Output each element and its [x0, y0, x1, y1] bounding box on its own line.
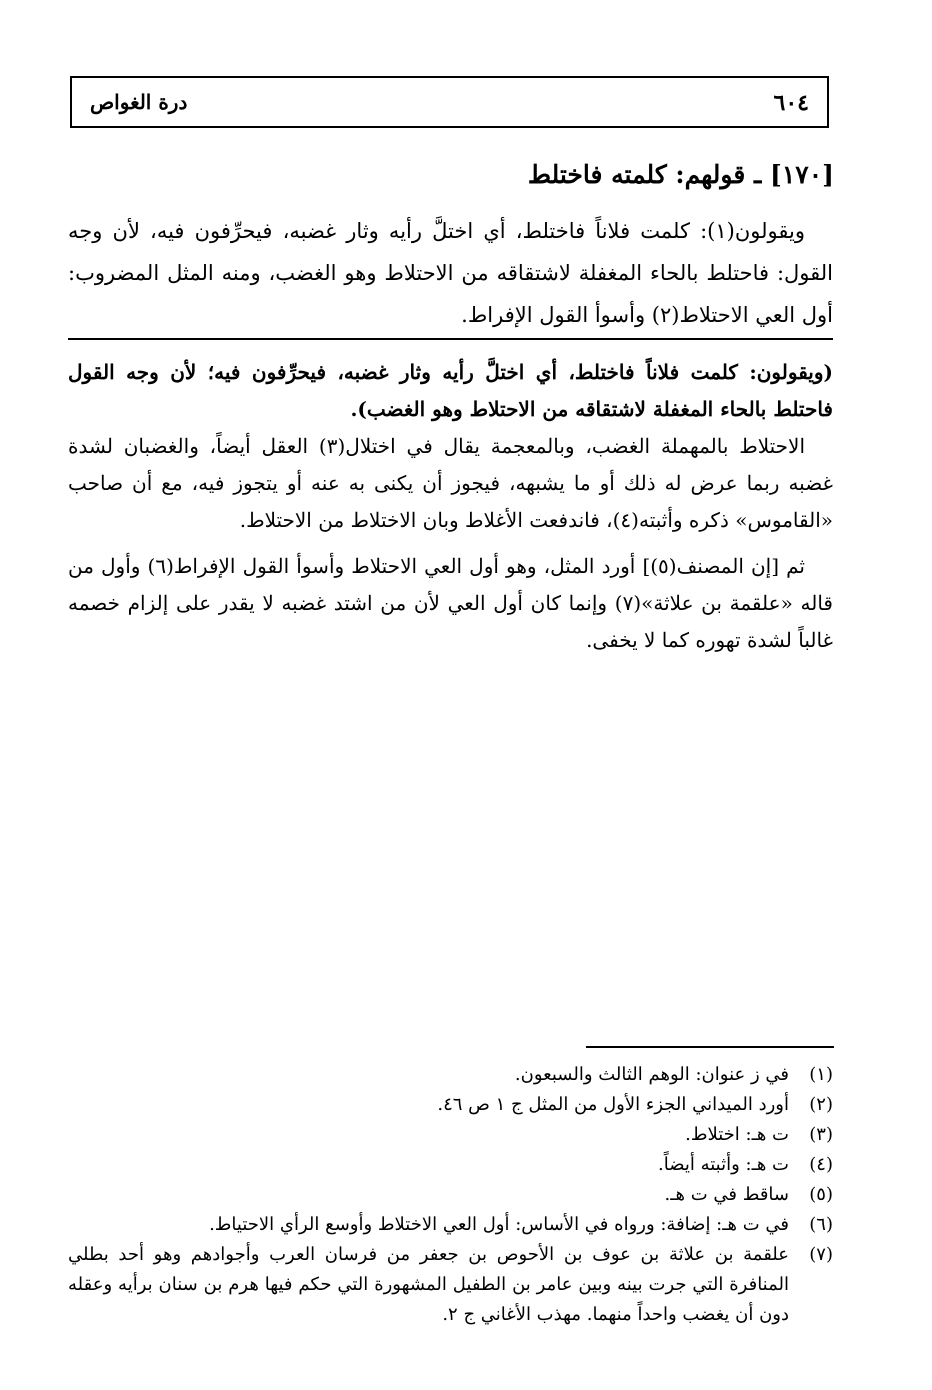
footnote-number: (٦) [809, 1214, 833, 1235]
page-number: ٦٠٤ [773, 90, 809, 116]
footnote-divider [586, 1046, 834, 1048]
footnote-text: ت هـ: وأثبته أيضاً. [658, 1154, 789, 1175]
page-header [70, 76, 829, 128]
footnote-text: في ت هـ: إضافة: ورواه في الأساس: أول العي الاختلاط وأوسع الرأي الاحتياط. [209, 1214, 789, 1235]
footnote-item [68, 1060, 833, 1090]
main-text: ويقولون(١): كلمت فلاناً فاختلط، أي اختلَّ رأيه وثار غضبه، فيحرِّفون فيه، لأن وجه القول: فاحتلط بالحاء المغفلة لاشتقاقه من الاحتلاط وهو الغضب، ومنه المثل المضروب: أول العي الاحتلاط(٢) وأسوأ القول الإفراط. [68, 219, 833, 327]
footnote-item [68, 1150, 833, 1180]
footnote-number: (٥) [809, 1184, 833, 1205]
footnote-number: (١) [809, 1064, 833, 1085]
footnote-number: (٤) [809, 1154, 833, 1175]
commentary-quote: (ويقولون: كلمت فلاناً فاختلط، أي اختلَّ رأيه وثار غضبه، فيحرِّفون فيه؛ لأن وجه القول فاحتلط بالحاء المغفلة لاشتقاقه من الاحتلاط وهو الغضب). [68, 360, 833, 421]
footnote-text: ساقط في ت هـ. [664, 1184, 789, 1205]
section-heading: [١٧٠] ـ قولهم: كلمته فاختلط [527, 160, 834, 189]
footnote-number: (٧) [809, 1244, 833, 1265]
footnote-text: أورد الميداني الجزء الأول من المثل ج ١ ص ٤٦. [437, 1094, 789, 1115]
footnote-item [68, 1120, 833, 1150]
footnotes-list [68, 1060, 833, 1330]
footnote-item [68, 1180, 833, 1210]
commentary-paragraph-1: الاحتلاط بالمهملة الغضب، وبالمعجمة يقال في اختلال(٣) العقل أيضاً، والغضبان لشدة غضبه ربما عرض له ذلك أو ما يشبهه، فيجوز أن يكنى به عنه أو يتجوز فيه، مع أن صاحب «القاموس» ذكره وأثبته(٤)، فاندفعت الأغلاط وبان الاختلاط من الاحتلاط. [68, 434, 833, 532]
footnote-item [68, 1090, 833, 1120]
footnote-text: في ز عنوان: الوهم الثالث والسبعون. [514, 1064, 789, 1085]
footnote-number: (٣) [809, 1124, 833, 1145]
section-divider [68, 338, 833, 340]
footnote-text: ت هـ: اختلاط. [685, 1124, 789, 1145]
footnote-item [68, 1210, 833, 1240]
commentary-paragraph-2: ثم [إن المصنف(٥)] أورد المثل، وهو أول العي الاحتلاط وأسوأ القول الإفراط(٦) وأول من قاله «علقمة بن علاثة»(٧) وإنما كان أول العي لأن من اشتد غضبه لا يقدر على إلزام خصمه غالباً لشدة تهوره كما لا يخفى. [68, 554, 833, 652]
footnote-item [68, 1240, 833, 1330]
running-title: درة الغواص [90, 90, 188, 114]
footnote-text: علقمة بن علاثة بن عوف بن الأحوص بن جعفر من فرسان العرب وأجوادهم وهو أحد بطلي المنافرة التي جرت بينه وبين عامر بن الطفيل المشهورة التي حكم فيها هرم بن سنان برأيه وعقله دون أن يغضب واحداً منهما. مهذب الأغاني ج ٢. [68, 1244, 789, 1325]
footnote-number: (٢) [809, 1094, 833, 1115]
